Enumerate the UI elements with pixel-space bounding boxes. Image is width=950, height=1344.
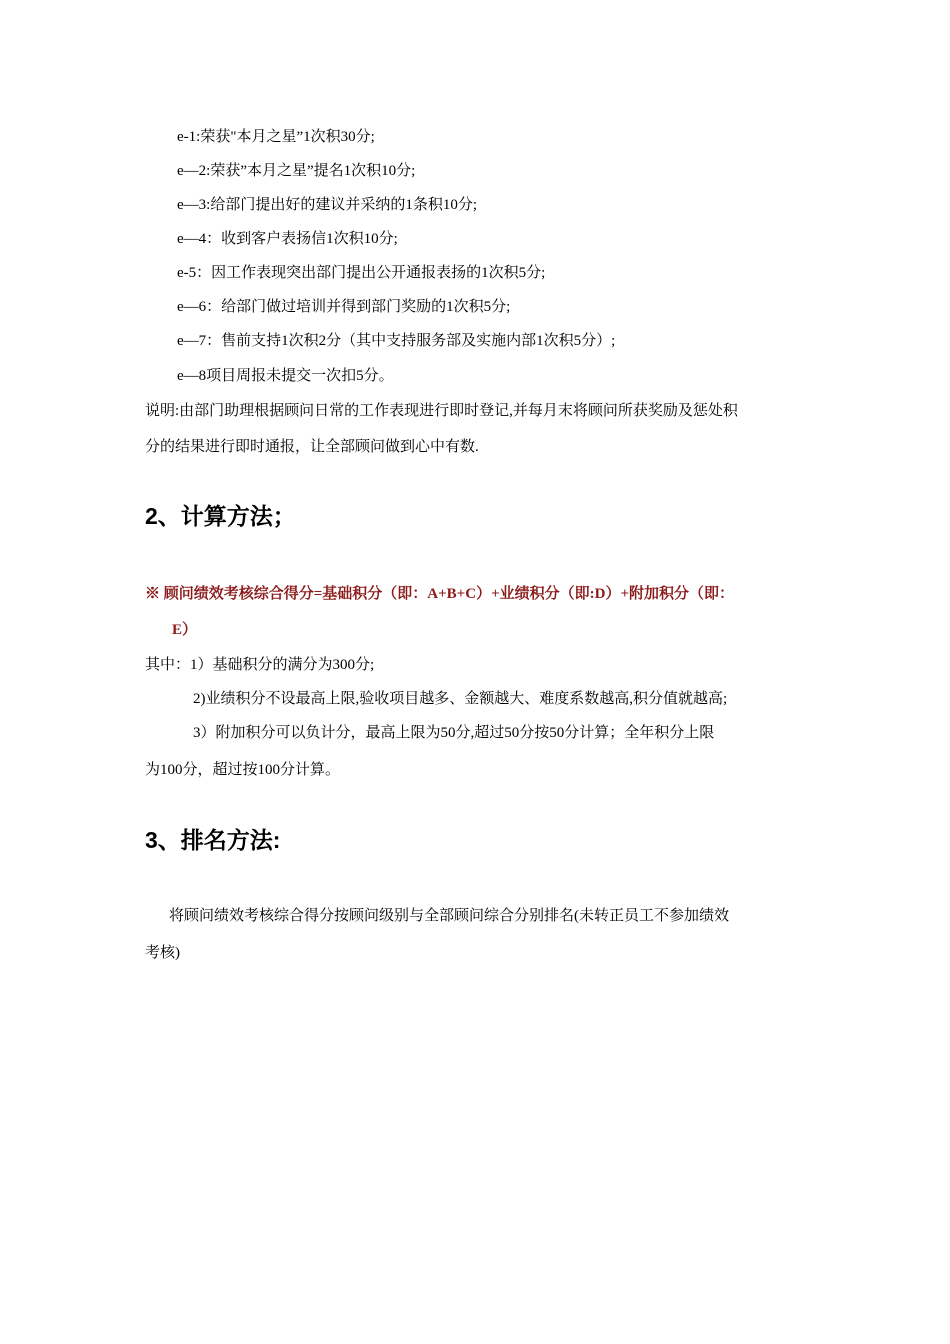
- formula-line-1: ※ 顾问绩效考核综合得分=基础积分（即：A+B+C）+业绩积分（即:D）+附加积分（即：: [145, 586, 734, 602]
- section-3-heading: 3、排名方法:: [145, 827, 281, 853]
- calc-detail-3-line-1: 3）附加积分可以负计分，最高上限为50分,超过50分按50分计算；全年积分上限: [193, 725, 715, 741]
- e-item-6: e—6：给部门做过培训并得到部门奖励的1次积5分;: [177, 299, 511, 315]
- note-line-1: 说明:由部门助理根据顾问日常的工作表现进行即时登记,并每月末将顾问所获奖励及惩处积: [145, 403, 738, 419]
- section-2-heading: 2、计算方法；: [145, 503, 296, 529]
- e-item-1: e-1:荣获"本月之星”1次积30分;: [177, 129, 375, 145]
- e-item-2: e—2:荣获”本月之星”提名1次积10分;: [177, 163, 416, 179]
- ranking-body-line-2: 考核): [145, 945, 180, 961]
- ranking-body-line-1: 将顾问绩效考核综合得分按顾问级别与全部顾问综合分别排名(未转正员工不参加绩效: [169, 908, 729, 924]
- e-item-7: e—7：售前支持1次积2分（其中支持服务部及实施内部1次积5分）;: [177, 333, 616, 349]
- calc-detail-2: 2)业绩积分不设最高上限,验收项目越多、金额越大、难度系数越高,积分值就越高;: [193, 691, 728, 707]
- calc-detail-1: 其中：1）基础积分的满分为300分;: [145, 657, 375, 673]
- e-item-4: e—4：收到客户表扬信1次积10分;: [177, 231, 398, 247]
- e-item-5: e-5：因工作表现突出部门提出公开通报表扬的1次积5分;: [177, 265, 546, 281]
- formula-line-2: E）: [172, 622, 198, 638]
- e-item-8: e—8项目周报未提交一次扣5分。: [177, 368, 394, 384]
- note-line-2: 分的结果进行即时通报，让全部顾问做到心中有数.: [145, 439, 479, 455]
- calc-detail-3-line-2: 为100分，超过按100分计算。: [145, 762, 341, 778]
- e-item-3: e—3:给部门提出好的建议并采纳的1条积10分;: [177, 197, 477, 213]
